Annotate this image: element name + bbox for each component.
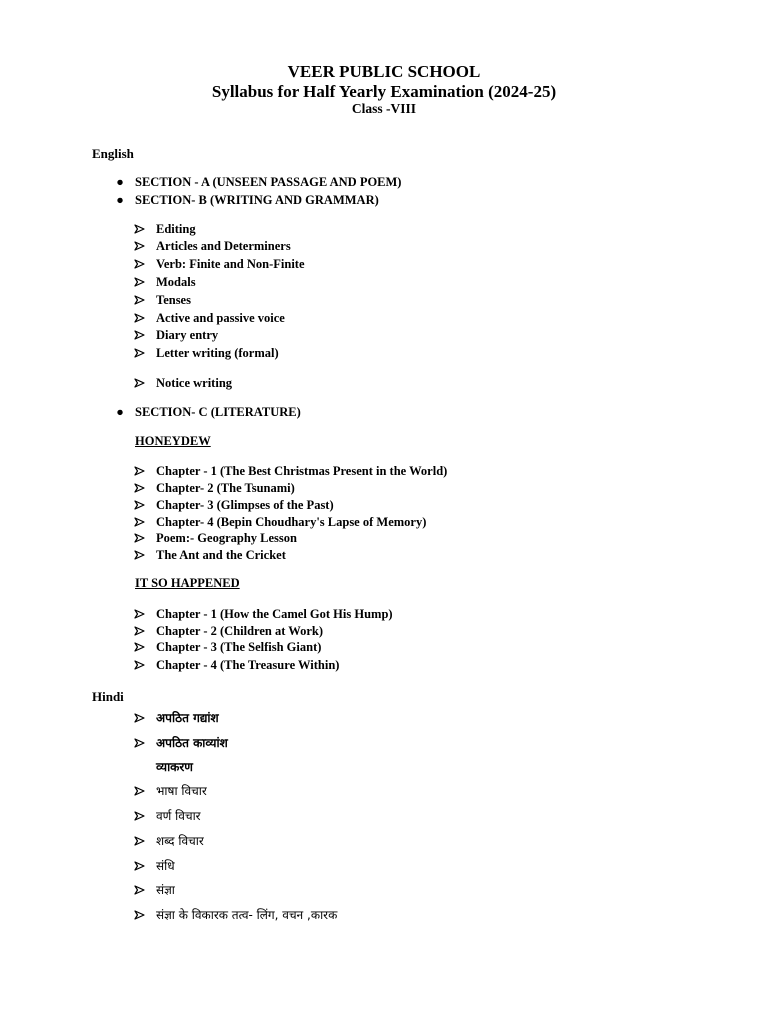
list-item: Chapter- 4 (Bepin Choudhary's Lapse of Memory) (156, 514, 426, 530)
vyakaran-heading: व्याकरण (156, 760, 193, 774)
document-title: Syllabus for Half Yearly Examination (2024-25) (211, 82, 557, 101)
list-item: Chapter - 1 (The Best Christmas Present in the World) (156, 463, 447, 479)
arrow-bullet-icon (134, 657, 148, 670)
list-item: अपठित गद्यांश (156, 710, 219, 726)
arrow-bullet-icon (134, 530, 148, 543)
list-item: Chapter - 4 (The Treasure Within) (156, 657, 339, 673)
list-item: Poem:- Geography Lesson (156, 530, 297, 546)
list-item: The Ant and the Cricket (156, 547, 286, 563)
arrow-bullet-icon (134, 256, 148, 269)
arrow-bullet-icon (134, 327, 148, 340)
bullet-icon: ● (116, 193, 124, 207)
list-item: Editing (156, 221, 196, 237)
subject-hindi: Hindi (92, 689, 124, 704)
list-item: Verb: Finite and Non-Finite (156, 256, 305, 272)
arrow-bullet-icon (134, 858, 148, 871)
arrow-bullet-icon (134, 710, 148, 723)
arrow-bullet-icon (134, 221, 148, 234)
list-item: Articles and Determiners (156, 238, 291, 254)
list-item: Active and passive voice (156, 310, 285, 326)
list-item: भाषा विचार (156, 783, 207, 799)
bullet-icon: ● (116, 175, 124, 189)
list-item: Modals (156, 274, 196, 290)
list-item: संज्ञा के विकारक तत्व- लिंग, वचन ,कारक (156, 907, 337, 923)
arrow-bullet-icon (134, 375, 148, 388)
list-item: Notice writing (156, 375, 232, 391)
list-item: ● SECTION- B (WRITING AND GRAMMAR) (135, 192, 379, 208)
list-item: Letter writing (formal) (156, 345, 279, 361)
list-item: संधि (156, 858, 175, 874)
arrow-bullet-icon (134, 238, 148, 251)
list-item: शब्द विचार (156, 833, 204, 849)
arrow-bullet-icon (134, 882, 148, 895)
list-item: Chapter - 2 (Children at Work) (156, 623, 323, 639)
list-item: Chapter- 2 (The Tsunami) (156, 480, 295, 496)
arrow-bullet-icon (134, 639, 148, 652)
arrow-bullet-icon (134, 783, 148, 796)
class-label: Class -VIII (351, 101, 417, 116)
arrow-bullet-icon (134, 623, 148, 636)
subject-english: English (92, 146, 134, 161)
honeydew-heading: HONEYDEW (135, 434, 211, 448)
list-item: संज्ञा (156, 882, 175, 898)
arrow-bullet-icon (134, 735, 148, 748)
list-item: Chapter - 1 (How the Camel Got His Hump) (156, 606, 393, 622)
arrow-bullet-icon (134, 292, 148, 305)
arrow-bullet-icon (134, 547, 148, 560)
list-item: अपठित काव्यांश (156, 735, 228, 751)
list-item: Chapter - 3 (The Selfish Giant) (156, 639, 321, 655)
arrow-bullet-icon (134, 274, 148, 287)
arrow-bullet-icon (134, 463, 148, 476)
list-item: ● SECTION - A (UNSEEN PASSAGE AND POEM) (135, 174, 401, 190)
list-item: Diary entry (156, 327, 218, 343)
list-item: Tenses (156, 292, 191, 308)
arrow-bullet-icon (134, 310, 148, 323)
school-name: VEER PUBLIC SCHOOL (287, 62, 481, 81)
arrow-bullet-icon (134, 907, 148, 920)
list-item: ● SECTION- C (LITERATURE) (135, 404, 301, 420)
arrow-bullet-icon (134, 606, 148, 619)
arrow-bullet-icon (134, 514, 148, 527)
arrow-bullet-icon (134, 345, 148, 358)
list-item: Chapter- 3 (Glimpses of the Past) (156, 497, 334, 513)
it-so-happened-heading: IT SO HAPPENED (135, 576, 240, 590)
bullet-icon: ● (116, 405, 124, 419)
arrow-bullet-icon (134, 833, 148, 846)
arrow-bullet-icon (134, 480, 148, 493)
arrow-bullet-icon (134, 808, 148, 821)
arrow-bullet-icon (134, 497, 148, 510)
list-item: वर्ण विचार (156, 808, 201, 824)
